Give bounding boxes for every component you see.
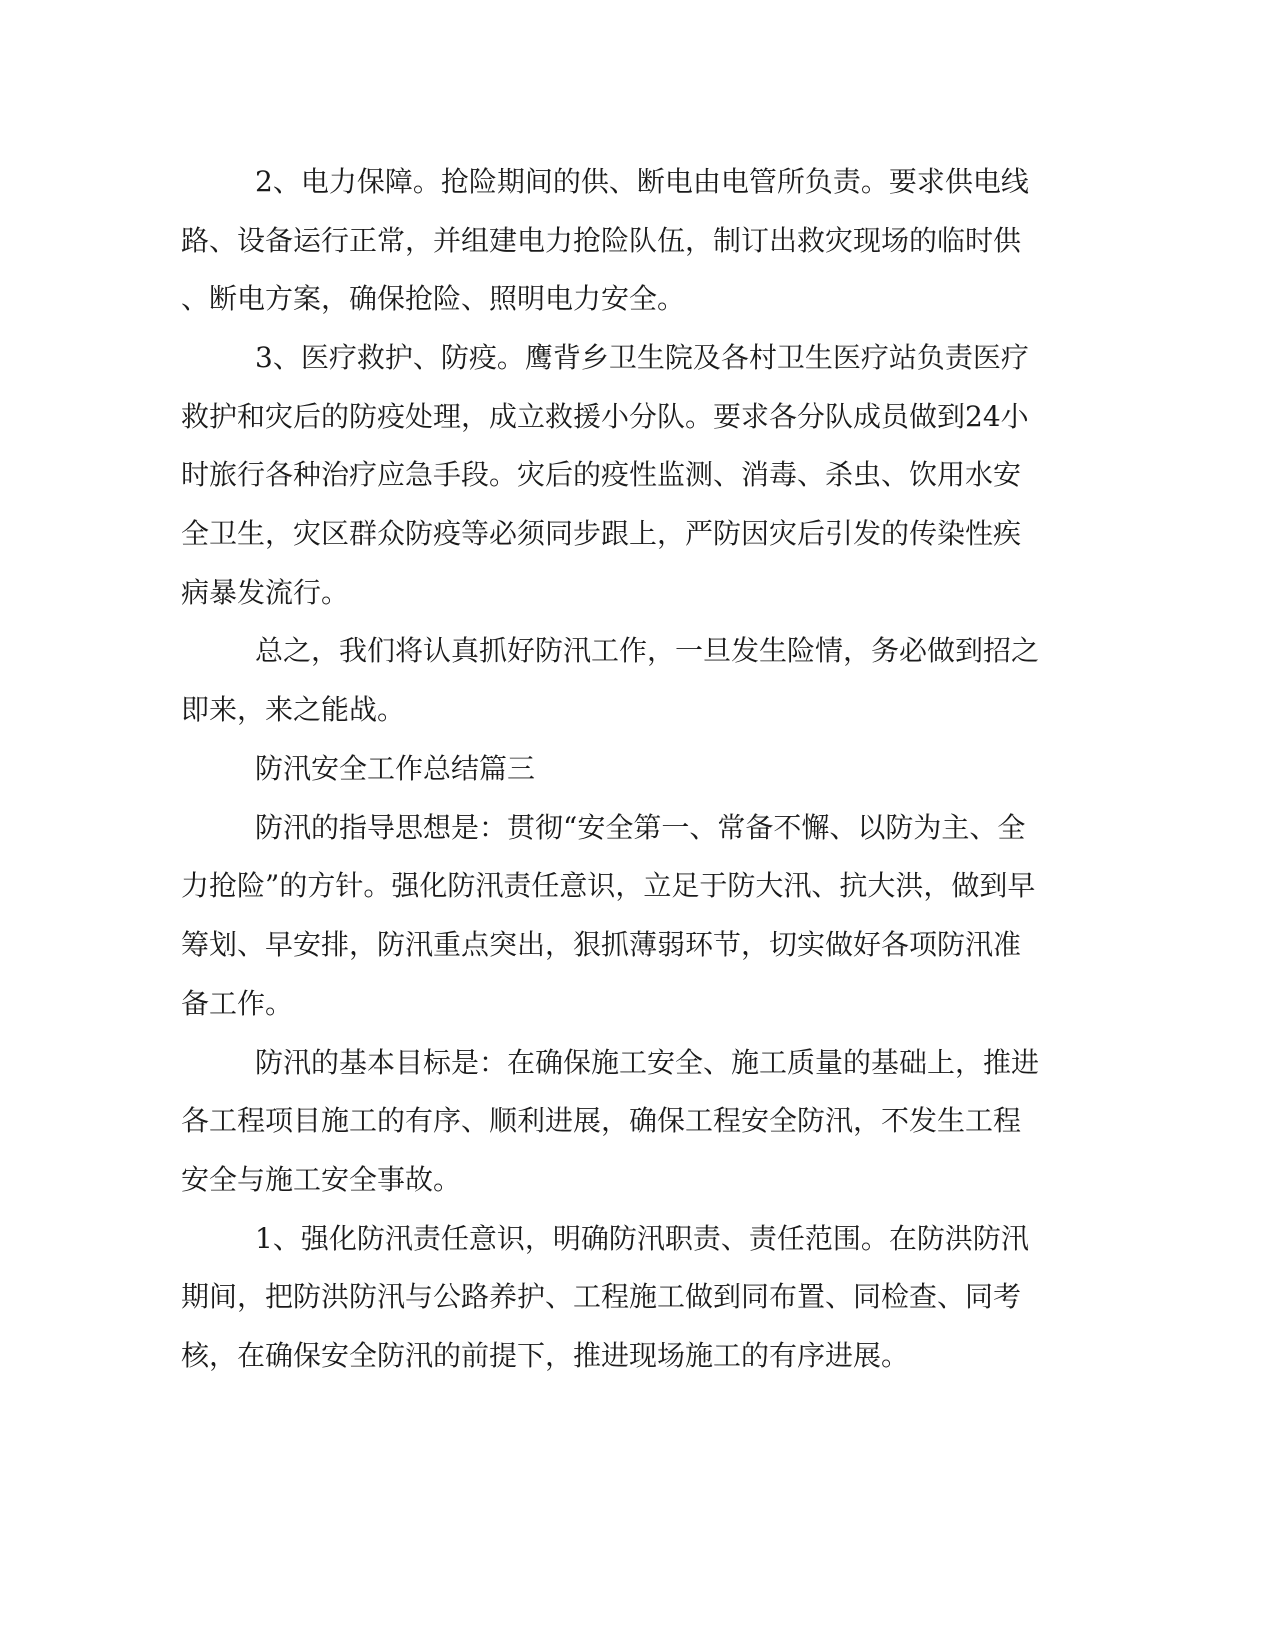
paragraph-medical-line-3 [0,446,1275,504]
text-line: 时旅行各种治疗应急手段。灾后的疫性监测、消毒、杀虫、饮用水安 [181,458,1022,491]
paragraph-guideline-line-4 [0,975,1275,1033]
paragraph-medical-line-2 [0,388,1275,446]
text-line: 3、医疗救护、防疫。鹰背乡卫生院及各村卫生医疗站负责医疗 [255,341,1029,374]
paragraph-medical-line-4 [0,505,1275,563]
paragraph-power-line-1 [0,153,1275,211]
text-line: 备工作。 [181,987,294,1020]
text-line: 救护和灾后的防疫处理，成立救援小分队。要求各分队成员做到24小 [181,400,1029,433]
paragraph-summary-line-1 [0,622,1275,680]
text-line: 2、电力保障。抢险期间的供、断电由电管所负责。要求供电线 [255,165,1029,198]
paragraph-goal-line-3 [0,1151,1275,1209]
text-line: 核，在确保安全防汛的前提下，推进现场施工的有序进展。 [181,1339,910,1372]
paragraph-medical-line-5 [0,564,1275,622]
text-line: 1、强化防汛责任意识，明确防汛职责、责任范围。在防洪防汛 [255,1222,1029,1255]
text-line: 力抢险”的方针。强化防汛责任意识，立足于防大汛、抗大洪，做到早 [181,869,1036,902]
heading-text: 防汛安全工作总结篇三 [255,752,536,785]
paragraph-responsibility-line-1 [0,1210,1275,1268]
paragraph-power-line-3 [0,270,1275,328]
paragraph-guideline-line-2 [0,857,1275,915]
text-line: 筹划、早安排，防汛重点突出，狠抓薄弱环节，切实做好各项防汛准 [181,928,1022,961]
paragraph-goal-line-1 [0,1034,1275,1092]
text-line: 防汛的指导思想是：贯彻“安全第一、常备不懈、以防为主、全 [255,811,1026,844]
text-line: 路、设备运行正常，并组建电力抢险队伍，制订出救灾现场的临时供 [181,224,1022,257]
paragraph-guideline-line-3 [0,916,1275,974]
text-line: 防汛的基本目标是：在确保施工安全、施工质量的基础上，推进 [255,1046,1040,1079]
paragraph-summary-line-2 [0,681,1275,739]
paragraph-goal-line-2 [0,1092,1275,1150]
text-line: 各工程项目施工的有序、顺利进展，确保工程安全防汛，不发生工程 [181,1104,1022,1137]
text-line: 安全与施工安全事故。 [181,1163,462,1196]
paragraph-power-line-2 [0,212,1275,270]
text-line: 期间，把防洪防汛与公路养护、工程施工做到同布置、同检查、同考 [181,1280,1022,1313]
text-line: 总之，我们将认真抓好防汛工作，一旦发生险情，务必做到招之 [255,634,1040,667]
text-line: 病暴发流行。 [181,576,350,609]
paragraph-responsibility-line-3 [0,1327,1275,1385]
section-heading [0,740,1275,798]
paragraph-guideline-line-1 [0,799,1275,857]
text-line: 、断电方案，确保抢险、照明电力安全。 [181,282,686,315]
paragraph-responsibility-line-2 [0,1268,1275,1326]
text-line: 即来，来之能战。 [181,693,406,726]
paragraph-medical-line-1 [0,329,1275,387]
text-line: 全卫生，灾区群众防疫等必须同步跟上，严防因灾后引发的传染性疾 [181,517,1022,550]
